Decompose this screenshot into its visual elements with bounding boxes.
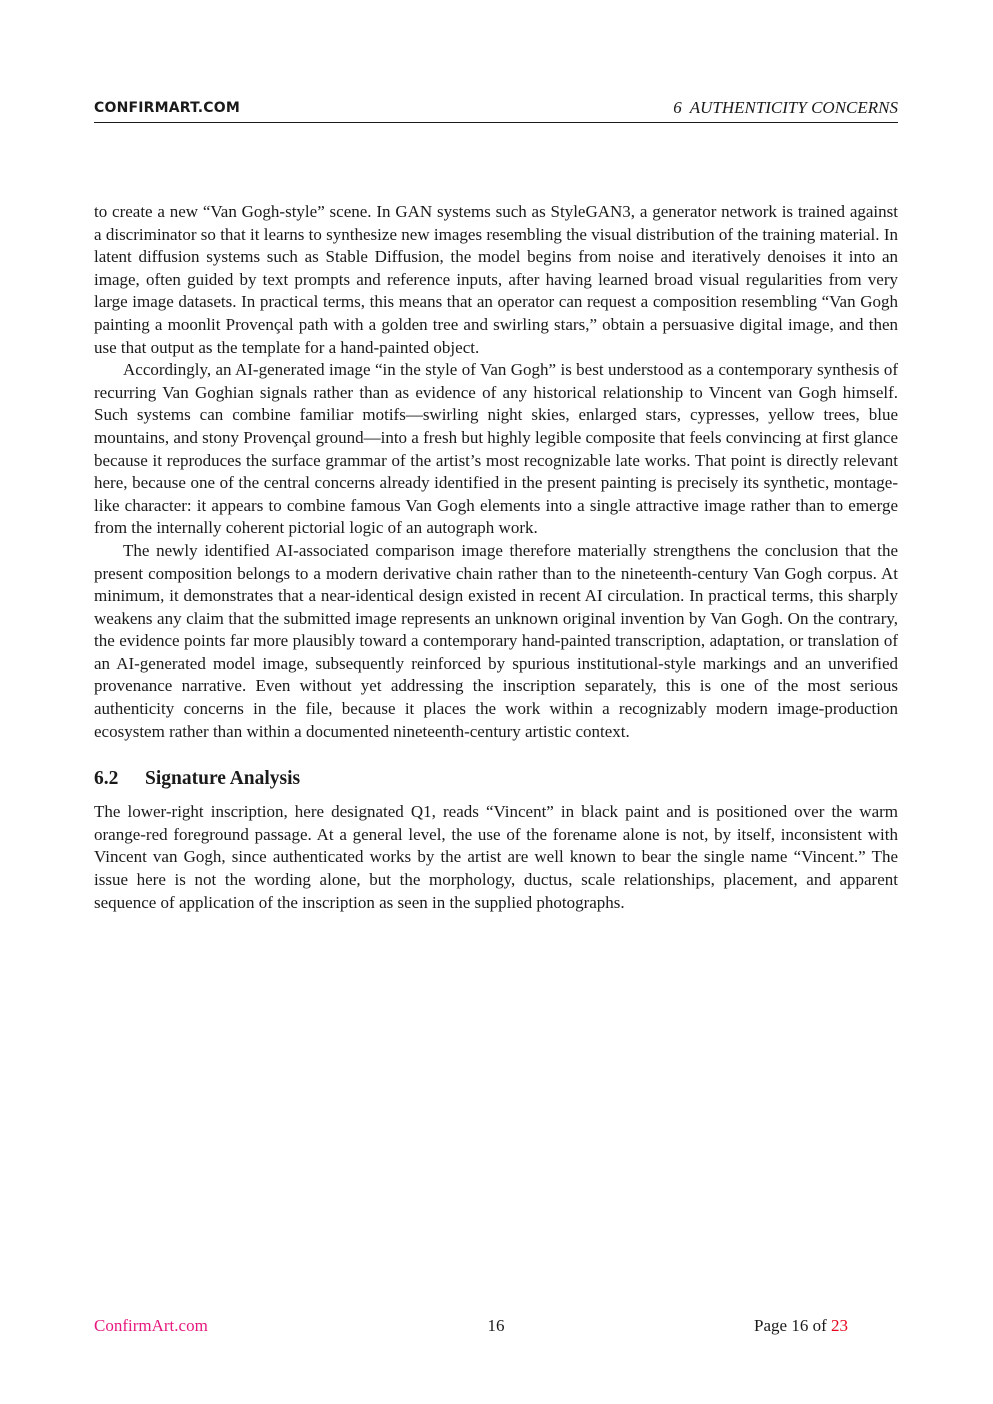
footer-site-link[interactable]: ConfirmArt.com [94, 1316, 208, 1335]
running-section-title [673, 98, 898, 118]
page-body [94, 201, 898, 914]
total-pages-link[interactable]: 23 [831, 1316, 848, 1335]
page-header [94, 98, 898, 123]
subsection-paragraph: The lower-right inscription, here designated Q1, reads “Vincent” in black paint and is positioned over the warm orange-red foreground passage. At a general level, the use of the forename alone is not, by itself, inconsistent with Vincent van Gogh, since authenticated works by the artist are well known to bear the single name “Vincent.” The issue here is not the wording alone, but the morphology, ductus, scale relationships, placement, and apparent sequence of application of the inscription as seen in the supplied photographs. [94, 802, 898, 912]
running-section-label: AUTHENTICITY CONCERNS [689, 98, 898, 117]
body-paragraph-1: to create a new “Van Gogh-style” scene. In GAN systems such as StyleGAN3, a generator network is trained against a discriminator so that it learns to synthesize new images resembling the visual distribution of the training material. In latent diffusion systems such as Stable Diffusion, the model begins from noise and iteratively denoises it into an image, often guided by text prompts and reference inputs, after having learned broad visual regularities from very large image datasets. In practical terms, this means that an operator can request a composition resembling “Van Gogh painting a moonlit Provençal path with a golden tree and swirling stars,” obtain a persuasive digital image, and then use that output as the template for a hand-painted object. [94, 202, 898, 357]
subsection-heading [94, 767, 898, 791]
footer-page-number: 16 [487, 1316, 505, 1335]
body-paragraph-3: The newly identified AI-associated comparison image therefore materially strengthens the conclusion that the present composition belongs to a modern derivative chain rather than to the nineteenth-century Van Gogh corpus. At minimum, it demonstrates that a near-identical design existed in recent AI circulation. In practical terms, this sharply weakens any claim that the submitted image represents an unknown original invention by Van Gogh. On the contrary, the evidence points far more plausibly toward a contemporary hand-painted transcription, adaptation, or translation of an AI-generated model image, subsequently reinforced by spurious institutional-style markings and an unverified provenance narrative. Even without yet addressing the inscription separately, this is one of the most serious authenticity concerns in the file, because it places the work within a recognizably modern image-production ecosystem rather than within a documented nineteenth-century artistic context. [94, 540, 898, 741]
page-footer [94, 1316, 848, 1338]
page-of-prefix: Page 16 of [754, 1316, 827, 1335]
body-paragraph-2: Accordingly, an AI-generated image “in the style of Van Gogh” is best understood as a contemporary synthesis of recurring Van Goghian signals rather than as evidence of any historical relationship to Vincent van Gogh himself. Such systems can combine familiar motifs—swirling night skies, enlarged stars, cypresses, yellow trees, blue mountains, and stony Provençal ground—into a fresh but highly legible composite that feels convincing at first glance because it reproduces the surface grammar of the artist’s most recognizable late works. That point is directly relevant here, because one of the central concerns already identified in the present painting is precisely its synthetic, montage-like character: it appears to combine famous Van Gogh elements into a single attractive image rather than to emerge from the internally coherent pictorial logic of an autograph work. [94, 360, 899, 538]
subsection-number: 6.2 [94, 768, 119, 790]
footer-page-of [754, 1316, 848, 1336]
running-section-number: 6 [673, 98, 682, 117]
subsection-title: Signature Analysis [145, 768, 301, 790]
confirmart-logo: CONFIRMART.COM [94, 100, 241, 116]
